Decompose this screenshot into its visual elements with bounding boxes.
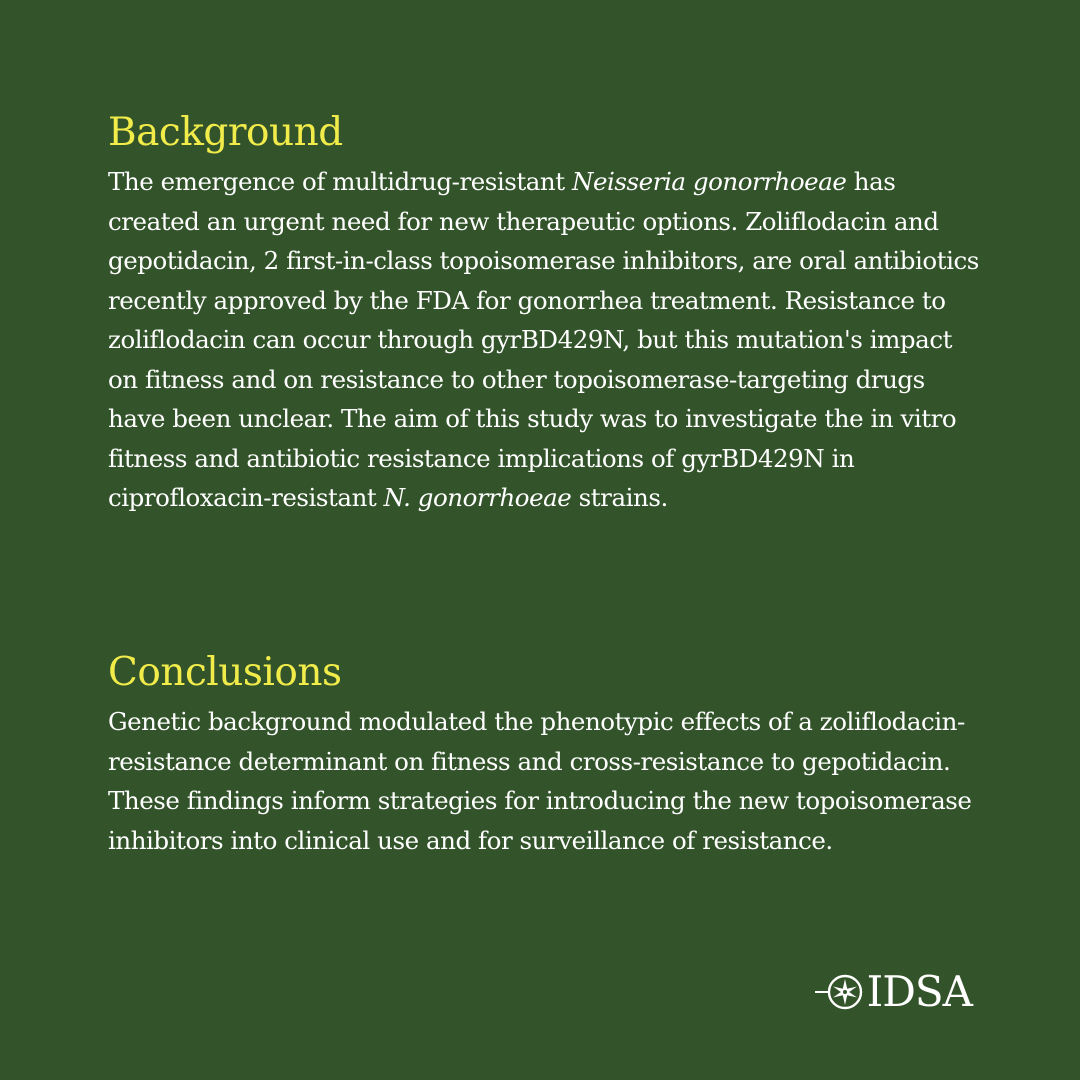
background-species-name: Neisseria gonorrhoeae [572,167,847,196]
background-section [108,110,988,518]
background-text-part-2: has created an urgent need for new therapeutic options. Zoliflodacin and gepotidacin, 2 first-in-class topoisomerase inhibitors, are oral antibiotics recently approved by the FDA for gonorrhea treatment. Resistance to zoliflodacin can occur through gyrBD429N, but this mutation's impact on fitness and on resistance to other topoisomerase-targeting drugs have been unclear. The aim of this study was to investigate the in vitro fitness and antibiotic resistance implications of gyrBD429N in ciprofloxacin-resistant [108,167,979,512]
background-text-part-1: The emergence of multidrug-resistant [108,167,572,196]
idsa-logo [815,968,972,1016]
conclusions-text: Genetic background modulated the phenotypic effects of a zoliflodacin-resistance determinant on fitness and cross-resistance to gepotidacin. These findings inform strategies for introducing the new topoisomerase inhibitors into clinical use and for surveillance of resistance. [108,707,972,855]
idsa-logo-text: IDSA [866,967,972,1016]
background-text-part-3: strains. [571,483,668,512]
conclusions-heading: Conclusions [108,650,342,695]
idsa-emblem-icon [815,969,865,1015]
background-heading: Background [108,110,343,155]
background-species-abbrev: N. gonorrhoeae [383,483,572,512]
background-text [108,162,988,518]
conclusions-section [108,650,988,860]
